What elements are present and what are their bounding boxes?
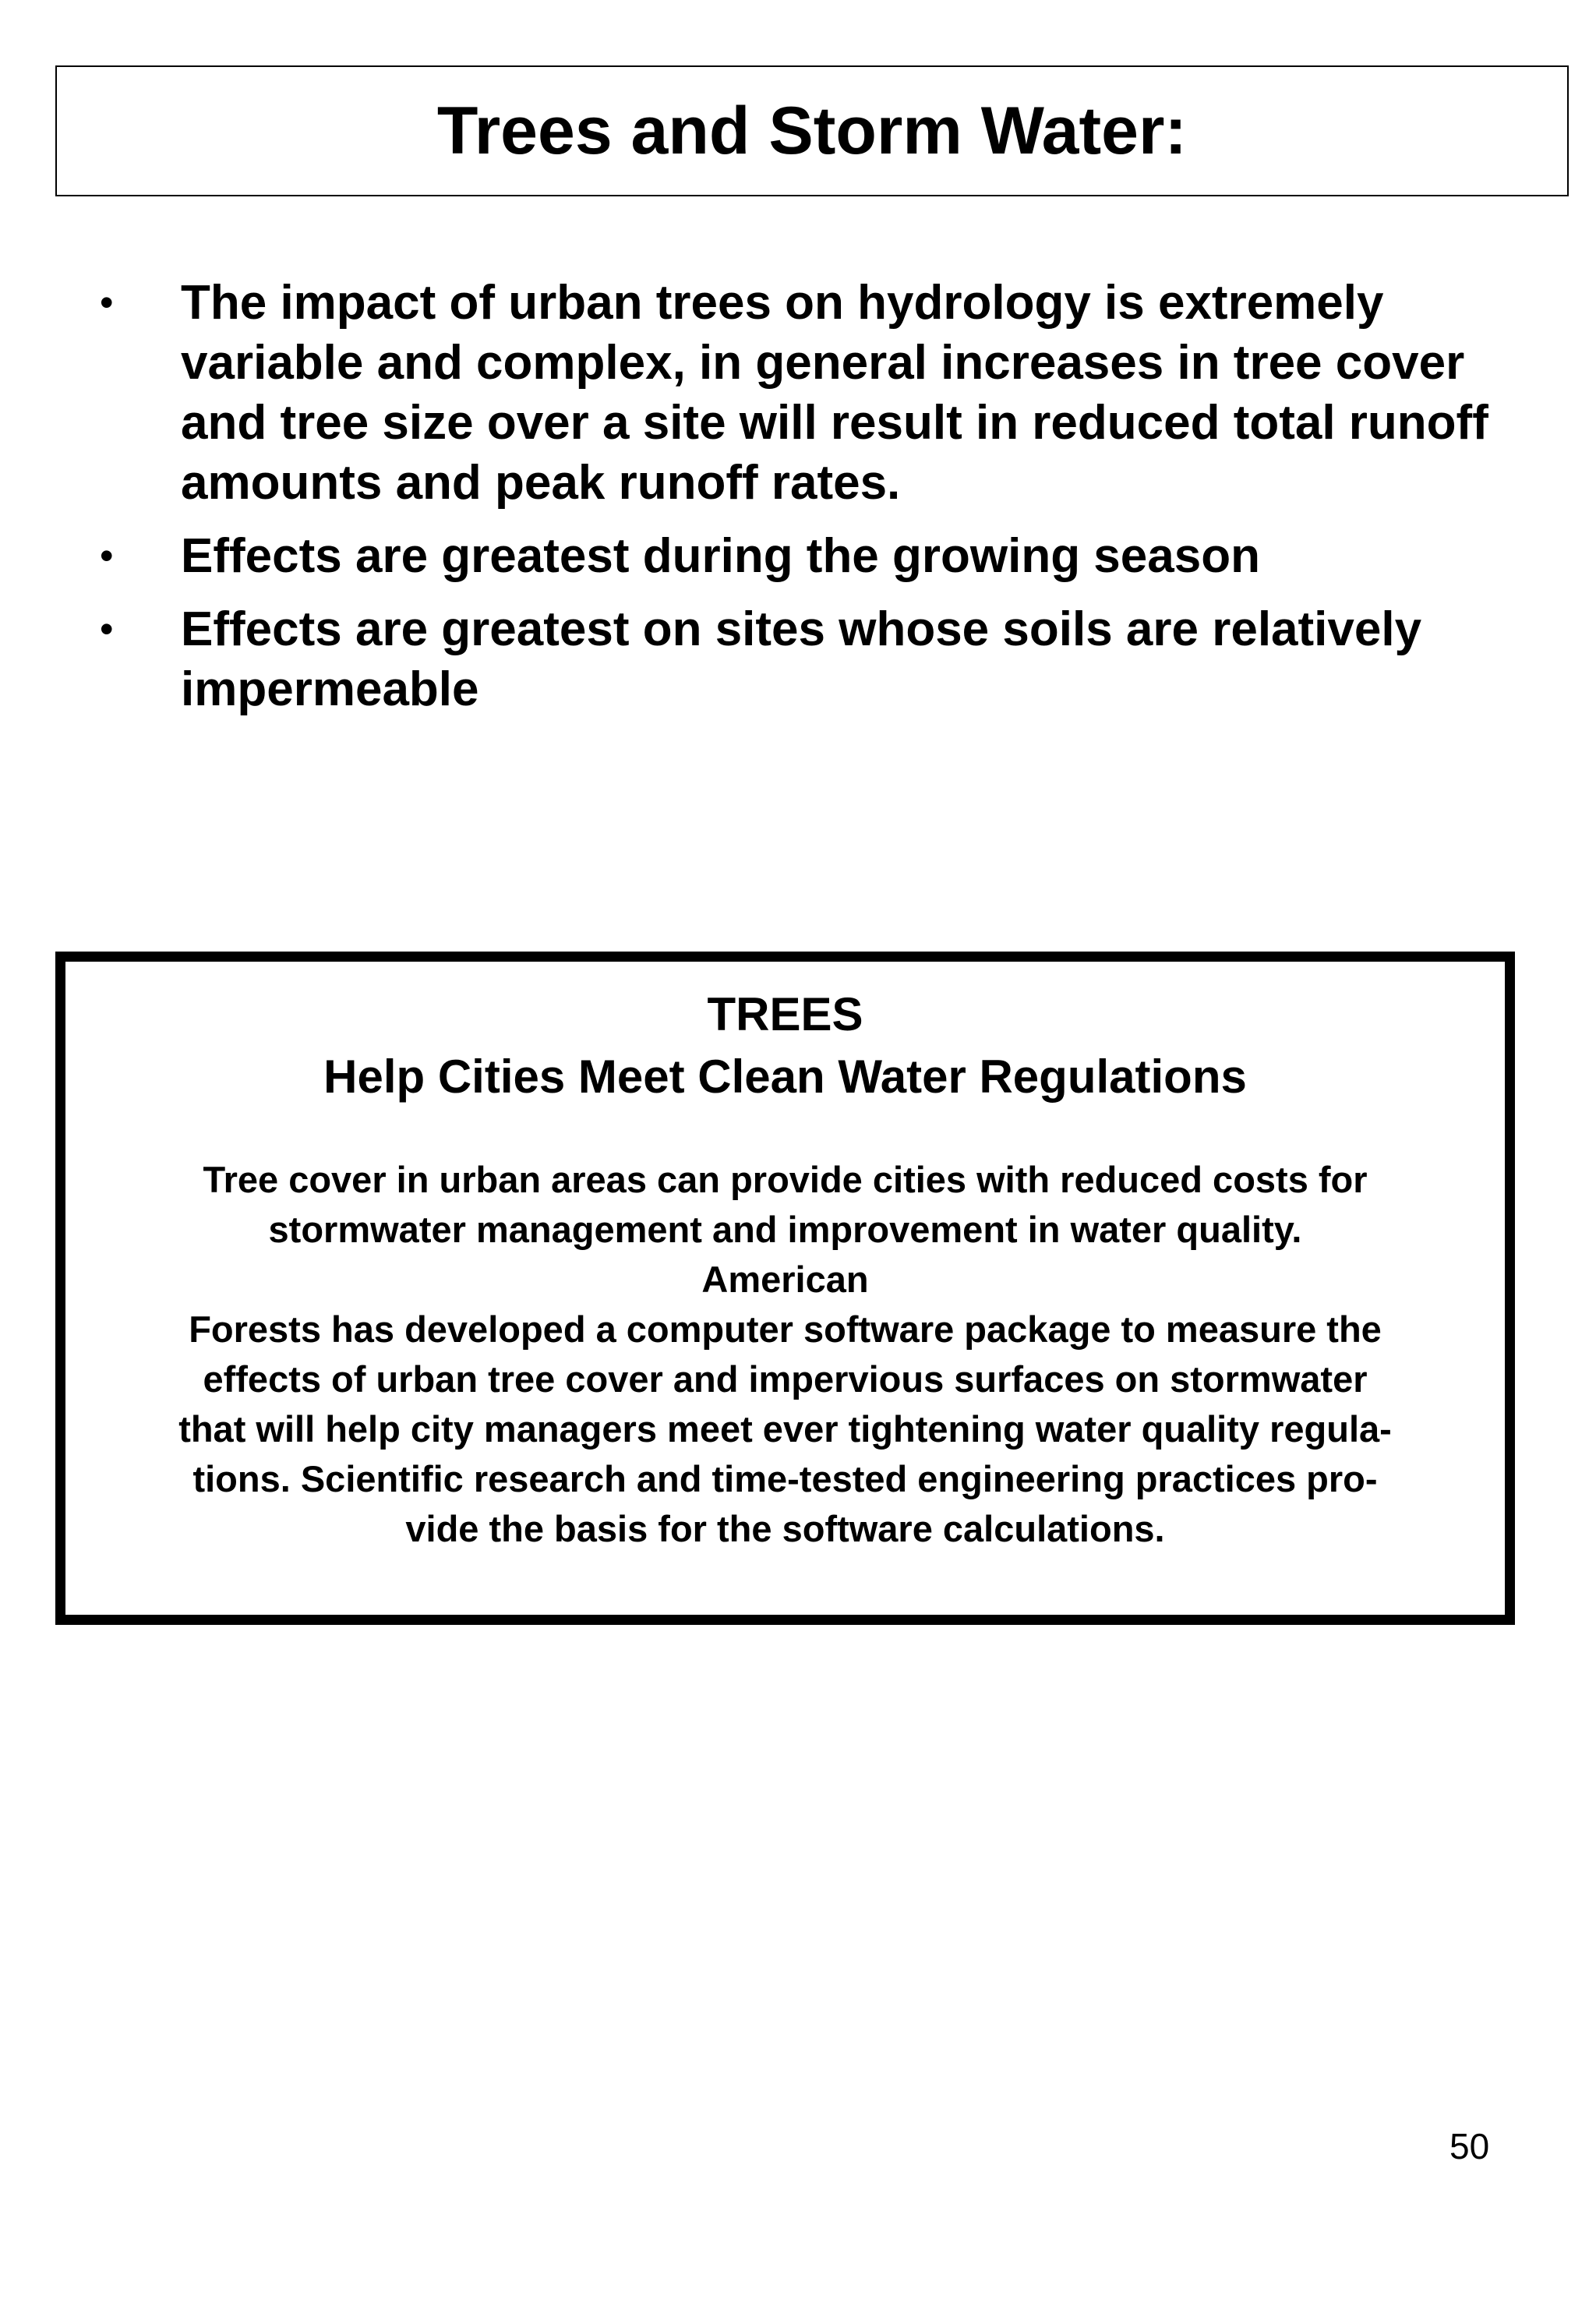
callout-body-line: stormwater management and improvement in water quality. bbox=[268, 1209, 1302, 1250]
callout-body-line: Tree cover in urban areas can provide cities with reduced costs for bbox=[203, 1159, 1368, 1200]
callout-heading bbox=[65, 983, 1505, 1108]
page-number: 50 bbox=[1449, 2126, 1490, 2167]
bullet-item bbox=[94, 273, 1496, 513]
callout-body-line: that will help city managers meet ever tightening water quality regula- bbox=[178, 1408, 1392, 1450]
bullet-text: The impact of urban trees on hydrology is extremely variable and complex, in general increases in tree cover and tree size over a site will result in reduced total runoff amounts and peak runoff rates. bbox=[181, 276, 1488, 510]
callout-heading-line1: TREES bbox=[707, 988, 863, 1040]
bullet-item bbox=[94, 599, 1496, 719]
bullet-marker: • bbox=[100, 281, 114, 324]
callout-heading-line2: Help Cities Meet Clean Water Regulations bbox=[323, 1051, 1247, 1103]
callout-body-line: tions. Scientific research and time-tested engineering practices pro- bbox=[192, 1458, 1378, 1499]
bullet-text: Effects are greatest on sites whose soils are relatively impermeable bbox=[181, 602, 1422, 716]
bullet-item bbox=[94, 526, 1496, 586]
title-box bbox=[55, 65, 1569, 196]
callout-body-line: American bbox=[701, 1259, 869, 1300]
bullet-text: Effects are greatest during the growing season bbox=[181, 529, 1260, 583]
bullet-list bbox=[94, 273, 1496, 733]
callout-body-line: effects of urban tree cover and impervious surfaces on stormwater bbox=[203, 1358, 1368, 1400]
bullet-marker: • bbox=[100, 607, 114, 651]
callout-body-line: vide the basis for the software calculations. bbox=[405, 1508, 1165, 1549]
callout-body bbox=[65, 1155, 1505, 1554]
callout-body-line: Forests has developed a computer software package to measure the bbox=[189, 1308, 1382, 1350]
page-title: Trees and Storm Water: bbox=[436, 93, 1188, 168]
bullet-marker: • bbox=[100, 534, 114, 577]
callout-box bbox=[55, 952, 1515, 1625]
